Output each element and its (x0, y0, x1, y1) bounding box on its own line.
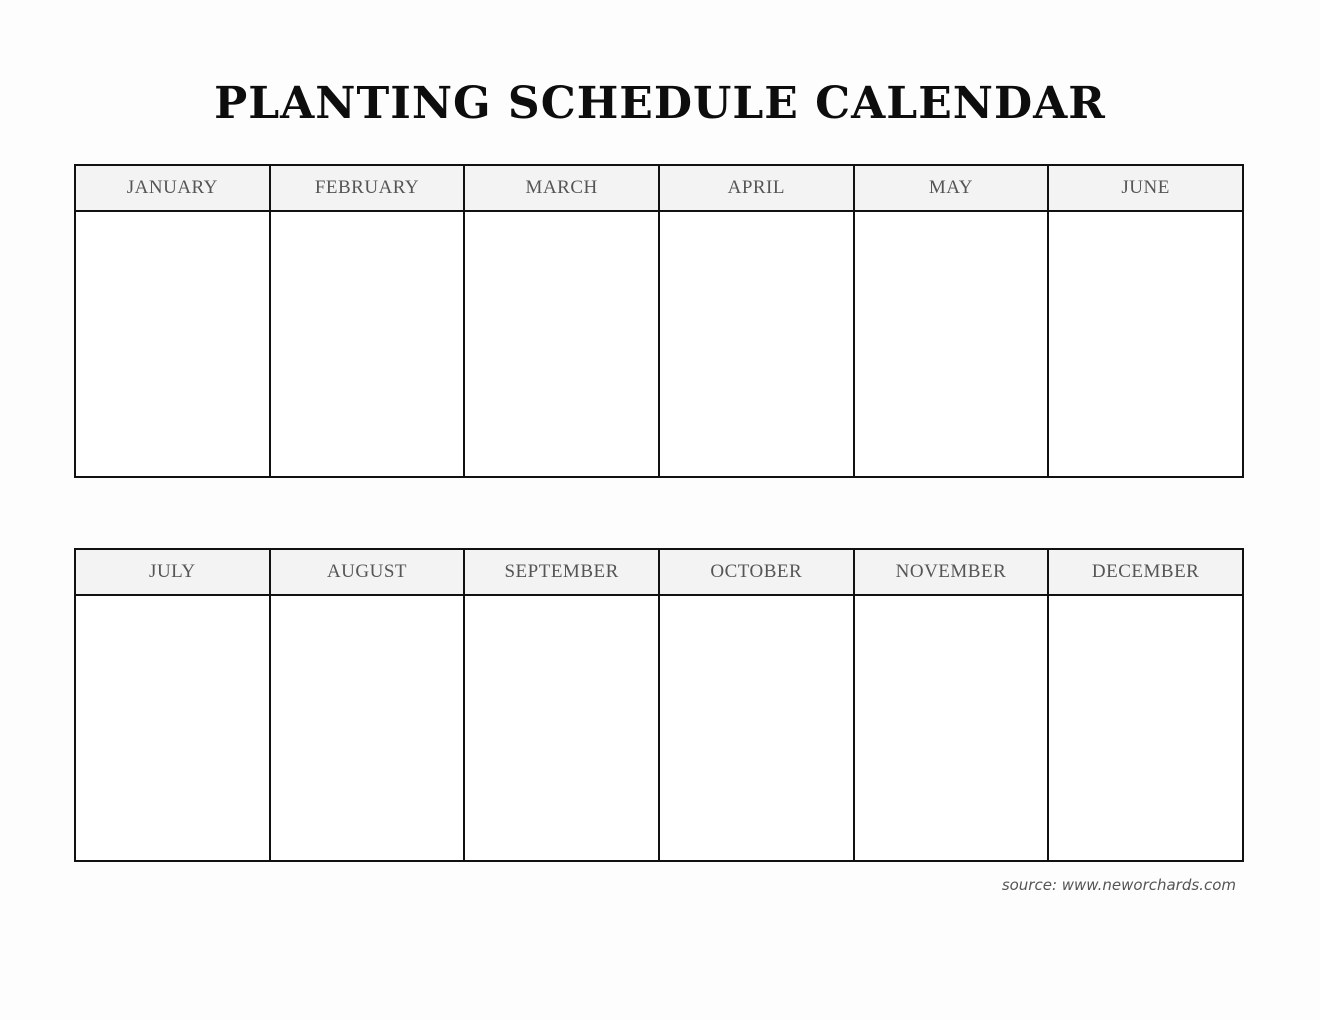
month-header-december: DECEMBER (1048, 549, 1243, 595)
month-cell-february[interactable] (270, 211, 465, 477)
month-header-june: JUNE (1048, 165, 1243, 211)
month-header-row (75, 549, 1243, 595)
month-header-october: OCTOBER (659, 549, 854, 595)
month-entry-row (75, 211, 1243, 477)
calendar-table-first-half (74, 164, 1244, 478)
month-header-july: JULY (75, 549, 270, 595)
month-cell-march[interactable] (464, 211, 659, 477)
month-cell-december[interactable] (1048, 595, 1243, 861)
month-header-march: MARCH (464, 165, 659, 211)
calendar-table-second-half (74, 548, 1244, 862)
month-cell-january[interactable] (75, 211, 270, 477)
source-credit: source: www.neworchards.com (1001, 876, 1236, 894)
month-cell-august[interactable] (270, 595, 465, 861)
month-header-november: NOVEMBER (854, 549, 1049, 595)
month-cell-october[interactable] (659, 595, 854, 861)
month-cell-april[interactable] (659, 211, 854, 477)
month-cell-may[interactable] (854, 211, 1049, 477)
page-title: PLANTING SCHEDULE CALENDAR (214, 78, 1106, 129)
month-header-april: APRIL (659, 165, 854, 211)
month-cell-july[interactable] (75, 595, 270, 861)
month-header-august: AUGUST (270, 549, 465, 595)
month-cell-september[interactable] (464, 595, 659, 861)
month-header-september: SEPTEMBER (464, 549, 659, 595)
month-cell-june[interactable] (1048, 211, 1243, 477)
month-entry-row (75, 595, 1243, 861)
month-header-january: JANUARY (75, 165, 270, 211)
month-header-row (75, 165, 1243, 211)
month-header-may: MAY (854, 165, 1049, 211)
month-header-february: FEBRUARY (270, 165, 465, 211)
month-cell-november[interactable] (854, 595, 1049, 861)
